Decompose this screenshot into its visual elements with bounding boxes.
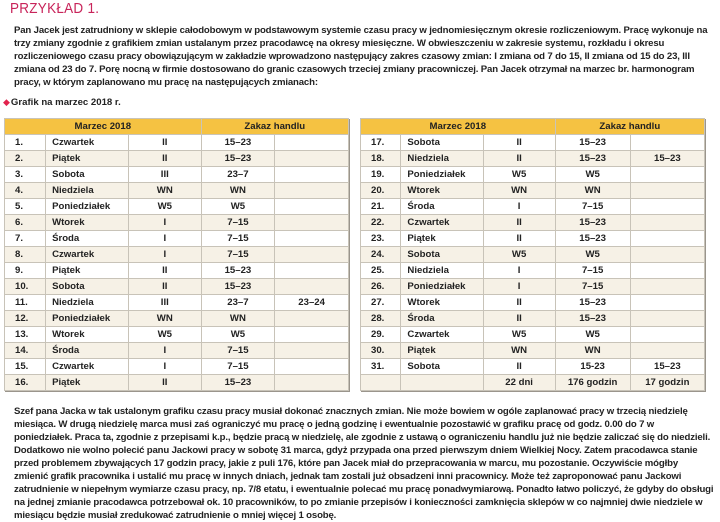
schedule-table-left bbox=[4, 118, 349, 391]
cell-weekday: Sobota bbox=[46, 279, 129, 295]
cell-shift: II bbox=[483, 151, 555, 167]
cell-weekday: Poniedziałek bbox=[401, 279, 483, 295]
cell-shift: W5 bbox=[483, 167, 555, 183]
cell-shift: II bbox=[129, 279, 202, 295]
header-month: Marzec 2018 bbox=[361, 119, 556, 135]
totals-row bbox=[361, 375, 705, 391]
cell-day-number: 5. bbox=[5, 199, 46, 215]
cell-shift: II bbox=[483, 215, 555, 231]
cell-shift: I bbox=[129, 247, 202, 263]
table-row bbox=[5, 199, 349, 215]
cell-trade-ban bbox=[630, 183, 704, 199]
cell-shift: WN bbox=[129, 311, 202, 327]
cell-hours: W5 bbox=[555, 167, 630, 183]
cell-shift: I bbox=[129, 343, 202, 359]
cell-day-number: 31. bbox=[361, 359, 401, 375]
table-row bbox=[5, 231, 349, 247]
cell-weekday: Wtorek bbox=[46, 215, 129, 231]
total-cell-trade-ban: 17 godzin bbox=[630, 375, 704, 391]
cell-trade-ban: 15–23 bbox=[630, 151, 704, 167]
cell-shift: II bbox=[483, 295, 555, 311]
header-trade-ban: Zakaz handlu bbox=[555, 119, 704, 135]
cell-weekday: Sobota bbox=[401, 135, 483, 151]
table-row bbox=[5, 135, 349, 151]
cell-trade-ban bbox=[630, 327, 704, 343]
schedule-caption bbox=[3, 97, 121, 108]
cell-shift: I bbox=[483, 199, 555, 215]
cell-weekday: Piątek bbox=[46, 375, 129, 391]
cell-hours: 7–15 bbox=[201, 231, 275, 247]
cell-trade-ban bbox=[630, 263, 704, 279]
table-row bbox=[361, 247, 705, 263]
cell-shift: WN bbox=[129, 183, 202, 199]
cell-shift: I bbox=[483, 279, 555, 295]
table-row bbox=[361, 263, 705, 279]
cell-weekday: Poniedziałek bbox=[46, 199, 129, 215]
cell-weekday: Poniedziałek bbox=[46, 311, 129, 327]
table-row bbox=[5, 295, 349, 311]
cell-weekday: Poniedziałek bbox=[401, 167, 483, 183]
table-row bbox=[361, 199, 705, 215]
cell-weekday: Czwartek bbox=[401, 327, 483, 343]
cell-trade-ban bbox=[275, 279, 349, 295]
cell-weekday: Wtorek bbox=[401, 183, 483, 199]
cell-hours: 7–15 bbox=[555, 199, 630, 215]
table-row bbox=[5, 375, 349, 391]
cell-hours: 15–23 bbox=[555, 215, 630, 231]
cell-hours: WN bbox=[555, 183, 630, 199]
cell-day-number: 27. bbox=[361, 295, 401, 311]
header-month: Marzec 2018 bbox=[5, 119, 202, 135]
table-row bbox=[361, 183, 705, 199]
cell-weekday: Niedziela bbox=[46, 183, 129, 199]
cell-trade-ban bbox=[630, 343, 704, 359]
cell-weekday: Piątek bbox=[401, 343, 483, 359]
cell-weekday: Niedziela bbox=[46, 295, 129, 311]
cell-trade-ban bbox=[275, 343, 349, 359]
cell-trade-ban bbox=[275, 375, 349, 391]
cell-hours: 23–7 bbox=[201, 295, 275, 311]
cell-day-number: 3. bbox=[5, 167, 46, 183]
table-row bbox=[361, 343, 705, 359]
cell-weekday: Piątek bbox=[46, 263, 129, 279]
cell-trade-ban bbox=[275, 263, 349, 279]
cell-weekday: Sobota bbox=[401, 247, 483, 263]
cell-shift: I bbox=[129, 215, 202, 231]
cell-weekday: Piątek bbox=[46, 151, 129, 167]
total-cell-weekday bbox=[401, 375, 483, 391]
cell-hours: 15-23 bbox=[555, 359, 630, 375]
cell-trade-ban bbox=[275, 247, 349, 263]
table-row bbox=[361, 151, 705, 167]
cell-trade-ban bbox=[275, 327, 349, 343]
cell-weekday: Niedziela bbox=[401, 151, 483, 167]
cell-day-number: 13. bbox=[5, 327, 46, 343]
cell-trade-ban bbox=[630, 295, 704, 311]
cell-hours: 15–23 bbox=[201, 135, 275, 151]
table-row bbox=[361, 231, 705, 247]
cell-trade-ban bbox=[275, 359, 349, 375]
table-row bbox=[5, 279, 349, 295]
cell-day-number: 26. bbox=[361, 279, 401, 295]
cell-trade-ban bbox=[275, 151, 349, 167]
page-heading: PRZYKŁAD 1. bbox=[10, 0, 100, 17]
cell-weekday: Środa bbox=[401, 311, 483, 327]
table-row bbox=[361, 295, 705, 311]
cell-shift: WN bbox=[483, 343, 555, 359]
cell-day-number: 29. bbox=[361, 327, 401, 343]
cell-trade-ban bbox=[275, 183, 349, 199]
cell-hours: 23–7 bbox=[201, 167, 275, 183]
total-cell-shift: 22 dni bbox=[483, 375, 555, 391]
cell-weekday: Sobota bbox=[46, 167, 129, 183]
cell-shift: II bbox=[483, 231, 555, 247]
table-row bbox=[5, 327, 349, 343]
cell-trade-ban bbox=[275, 199, 349, 215]
cell-weekday: Wtorek bbox=[401, 295, 483, 311]
cell-day-number: 14. bbox=[5, 343, 46, 359]
cell-trade-ban bbox=[630, 135, 704, 151]
cell-trade-ban bbox=[275, 311, 349, 327]
table-row bbox=[5, 183, 349, 199]
cell-hours: 15–23 bbox=[201, 151, 275, 167]
cell-day-number: 22. bbox=[361, 215, 401, 231]
cell-day-number: 4. bbox=[5, 183, 46, 199]
cell-weekday: Czwartek bbox=[46, 247, 129, 263]
cell-trade-ban bbox=[630, 167, 704, 183]
cell-day-number: 30. bbox=[361, 343, 401, 359]
cell-shift: W5 bbox=[129, 199, 202, 215]
cell-shift: II bbox=[483, 359, 555, 375]
cell-shift: II bbox=[129, 135, 202, 151]
cell-trade-ban bbox=[275, 215, 349, 231]
cell-weekday: Środa bbox=[46, 231, 129, 247]
cell-weekday: Czwartek bbox=[401, 215, 483, 231]
cell-trade-ban bbox=[630, 247, 704, 263]
cell-weekday: Wtorek bbox=[46, 327, 129, 343]
caption-text: Grafik na marzec 2018 r. bbox=[10, 97, 121, 108]
table-row bbox=[5, 311, 349, 327]
cell-day-number: 1. bbox=[5, 135, 46, 151]
cell-hours: W5 bbox=[201, 327, 275, 343]
intro-paragraph: Pan Jacek jest zatrudniony w sklepie całodobowym w podstawowym systemie czasu pracy w jednomiesięcznym okresie rozliczeniowym. Pracę wykonuje na trzy zmiany zgodnie z grafikiem zmian ustalanym przez pracodawcę na okresy miesięczne. W obwieszczeniu w zakresie systemu, rozkładu i okresu rozliczeniowego czasu pracy obowiązującym w zakładzie wprowadzono następujący zakres czasowy zmian: I zmiana od 7 do 15, II zmiana od 15 do 23, III zmiana od 23 do 7. Porę nocną w firmie dostosowano do granic czasowych trzeciej zmiany pracowniczej. Pan Jacek otrzymał na marzec br. harmonogram pracy, w którym zaplanowano mu pracę na następujących zmianach: bbox=[14, 25, 708, 88]
cell-day-number: 16. bbox=[5, 375, 46, 391]
cell-hours: 7–15 bbox=[201, 343, 275, 359]
cell-day-number: 25. bbox=[361, 263, 401, 279]
cell-day-number: 12. bbox=[5, 311, 46, 327]
table-header-row bbox=[361, 119, 705, 135]
cell-shift: II bbox=[483, 135, 555, 151]
cell-day-number: 20. bbox=[361, 183, 401, 199]
cell-day-number: 15. bbox=[5, 359, 46, 375]
cell-day-number: 8. bbox=[5, 247, 46, 263]
cell-trade-ban bbox=[630, 199, 704, 215]
outro-paragraph: Szef pana Jacka w tak ustalonym grafiku czasu pracy musiał dokonać znacznych zmian. Nie może bowiem w ogóle zaplanować pracy w trzecią niedzielę miesiąca. W drugą niedzielę marca musi zaś ograniczyć mu pracę o jedną godzinę i ewentualnie pozostawić w grafiku pracę od godz. 0.00 do 7 w poniedziałek. Praca ta, zgodnie z przepisami k.p., będzie pracą w niedzielę, ale zgodnie z ustawą o ograniczeniu handlu już nie będzie zaliczać się do niedzieli. Dodatkowo nie wolno polecić panu Jackowi pracy w sobotę 31 marca, gdyż przypada ona przed pierwszym dniem Wielkiej Nocy. Zatem pracodawca stanie przed problemem zbywających 17 godzin pracy, jakie z puli 176, które pan Jacek miał do przepracowania w marcu, mu pozostanie. Oczywiście mógłby zmienić grafik pracownika i ustalić mu pracę w innych dniach, jednak tam zostali już obsadzeni inni pracownicy. Może też zaproponować panu Jackowi zatrudnienie w niepełnym wymiarze czasu pracy, np. 7/8 etatu, i ewentualnie polecać mu pracę ponadwymiarową. Ponadto łatwo policzyć, że gdyby do obsługi na jednej zmianie pracodawca potrzebował ok. 10 pracowników, to po zmianie przepisów i konieczności zamknięcia sklepów w co najmniej dwie niedziele w miesiącu będzie musiał zredukować zatrudnienie o mniej więcej 1 osobę. bbox=[14, 406, 714, 521]
cell-hours: W5 bbox=[555, 247, 630, 263]
cell-hours: WN bbox=[555, 343, 630, 359]
cell-trade-ban bbox=[630, 215, 704, 231]
cell-hours: 15–23 bbox=[555, 231, 630, 247]
cell-day-number: 24. bbox=[361, 247, 401, 263]
cell-weekday: Czwartek bbox=[46, 359, 129, 375]
cell-trade-ban bbox=[275, 135, 349, 151]
cell-shift: WN bbox=[483, 183, 555, 199]
table-row bbox=[361, 311, 705, 327]
cell-hours: 15–23 bbox=[555, 295, 630, 311]
cell-shift: I bbox=[129, 231, 202, 247]
table-row bbox=[5, 263, 349, 279]
schedule-body-right bbox=[361, 135, 705, 391]
table-row bbox=[5, 151, 349, 167]
cell-shift: II bbox=[129, 151, 202, 167]
cell-weekday: Czwartek bbox=[46, 135, 129, 151]
table-header-row bbox=[5, 119, 349, 135]
cell-hours: WN bbox=[201, 183, 275, 199]
cell-shift: W5 bbox=[483, 247, 555, 263]
table-row bbox=[5, 343, 349, 359]
cell-day-number: 10. bbox=[5, 279, 46, 295]
schedule-body-left bbox=[5, 135, 349, 391]
cell-shift: I bbox=[129, 359, 202, 375]
cell-day-number: 28. bbox=[361, 311, 401, 327]
schedule-table-right bbox=[360, 118, 705, 391]
cell-day-number: 6. bbox=[5, 215, 46, 231]
cell-hours: 15–23 bbox=[555, 135, 630, 151]
cell-day-number: 18. bbox=[361, 151, 401, 167]
cell-shift: II bbox=[483, 311, 555, 327]
cell-day-number: 11. bbox=[5, 295, 46, 311]
cell-day-number: 2. bbox=[5, 151, 46, 167]
table-row bbox=[361, 167, 705, 183]
cell-hours: 7–15 bbox=[201, 247, 275, 263]
cell-hours: WN bbox=[201, 311, 275, 327]
cell-weekday: Środa bbox=[46, 343, 129, 359]
cell-trade-ban bbox=[275, 167, 349, 183]
cell-day-number: 19. bbox=[361, 167, 401, 183]
cell-shift: II bbox=[129, 263, 202, 279]
table-row bbox=[361, 279, 705, 295]
cell-hours: 15–23 bbox=[201, 279, 275, 295]
cell-hours: 15–23 bbox=[201, 263, 275, 279]
cell-day-number: 7. bbox=[5, 231, 46, 247]
cell-day-number: 17. bbox=[361, 135, 401, 151]
header-trade-ban: Zakaz handlu bbox=[201, 119, 348, 135]
cell-shift: III bbox=[129, 295, 202, 311]
table-row bbox=[361, 359, 705, 375]
cell-weekday: Piątek bbox=[401, 231, 483, 247]
cell-trade-ban bbox=[275, 231, 349, 247]
cell-shift: W5 bbox=[129, 327, 202, 343]
cell-hours: 7–15 bbox=[201, 359, 275, 375]
bullet-icon: ◆ bbox=[3, 97, 10, 107]
cell-hours: 7–15 bbox=[555, 279, 630, 295]
cell-day-number: 23. bbox=[361, 231, 401, 247]
table-row bbox=[361, 327, 705, 343]
table-row bbox=[5, 215, 349, 231]
cell-day-number: 9. bbox=[5, 263, 46, 279]
cell-shift: III bbox=[129, 167, 202, 183]
cell-trade-ban bbox=[630, 231, 704, 247]
cell-hours: 7–15 bbox=[201, 215, 275, 231]
table-row bbox=[361, 215, 705, 231]
cell-hours: 15–23 bbox=[201, 375, 275, 391]
cell-day-number: 21. bbox=[361, 199, 401, 215]
cell-hours: 7–15 bbox=[555, 263, 630, 279]
total-cell-day-number bbox=[361, 375, 401, 391]
cell-shift: I bbox=[483, 263, 555, 279]
table-row bbox=[361, 135, 705, 151]
cell-shift: W5 bbox=[483, 327, 555, 343]
cell-hours: W5 bbox=[201, 199, 275, 215]
cell-hours: 15–23 bbox=[555, 151, 630, 167]
table-row bbox=[5, 167, 349, 183]
table-row bbox=[5, 247, 349, 263]
cell-shift: II bbox=[129, 375, 202, 391]
cell-trade-ban: 23–24 bbox=[275, 295, 349, 311]
cell-hours: 15–23 bbox=[555, 311, 630, 327]
cell-weekday: Niedziela bbox=[401, 263, 483, 279]
table-row bbox=[5, 359, 349, 375]
cell-weekday: Środa bbox=[401, 199, 483, 215]
cell-trade-ban: 15–23 bbox=[630, 359, 704, 375]
cell-hours: W5 bbox=[555, 327, 630, 343]
cell-trade-ban bbox=[630, 311, 704, 327]
cell-weekday: Sobota bbox=[401, 359, 483, 375]
total-cell-hours: 176 godzin bbox=[555, 375, 630, 391]
cell-trade-ban bbox=[630, 279, 704, 295]
